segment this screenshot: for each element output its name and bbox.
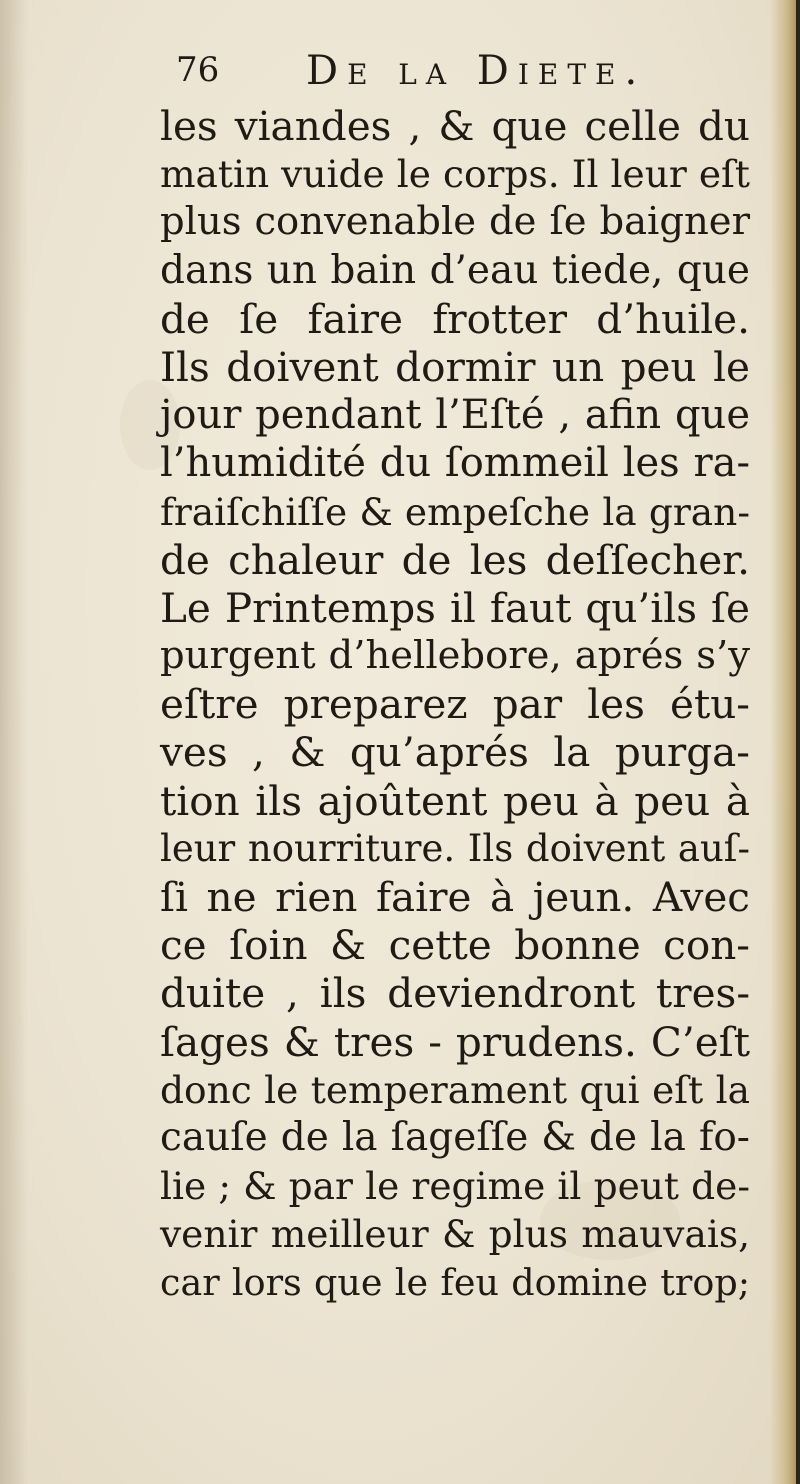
text-line: l’humidité du ſommeil les ra-	[160, 440, 750, 487]
text-line: ce ſoin & cette bonne con-	[160, 921, 750, 970]
text-line: leur nourriture. Ils doivent auſ-	[160, 826, 750, 870]
text-line: fraiſchiſſe & empeſche la gran-	[160, 489, 750, 534]
text-line: ves , & qu’aprés la purga-	[160, 728, 750, 777]
text-line: lie ; & par le regime il peut de-	[160, 1164, 750, 1209]
text-line: Le Printemps il faut qu’ils ſe	[160, 583, 750, 632]
gutter-shadow	[0, 0, 28, 1484]
page-number: 76	[176, 50, 220, 90]
text-line: de ſe faire frotter d’huile.	[160, 294, 750, 343]
text-line: car lors que le feu domine trop;	[160, 1260, 750, 1304]
text-line: ſages & tres - prudens. C’eſt	[160, 1017, 750, 1066]
text-line: dans un bain d’eau tiede, que	[160, 247, 750, 293]
text-line: duite , ils deviendront tres-	[160, 969, 750, 1018]
text-line: ſi ne rien faire à jeun. Avec	[160, 873, 750, 921]
text-line: jour pendant l’Eſté , afin que	[160, 392, 750, 439]
text-line: Ils doivent dormir un peu le	[160, 342, 750, 391]
page-header	[176, 44, 736, 102]
text-line: tion ils ajoûtent peu à peu à	[160, 776, 750, 825]
running-title: De la Diete.	[306, 48, 647, 94]
body-text	[160, 102, 760, 1307]
text-line: venir meilleur & plus mauvais,	[160, 1212, 750, 1257]
text-line: eſtre preparez par les étu-	[160, 680, 750, 729]
text-line: les viandes , & que celle du	[160, 102, 750, 150]
text-line: plus convenable de ſe baigner	[160, 199, 750, 245]
text-line: donc le temperament qui eſt la	[160, 1067, 750, 1112]
text-line: cauſe de la ſageſſe & de la fo-	[160, 1114, 750, 1160]
page-edge-shadow	[796, 0, 800, 1484]
text-line: matin vuide le corps. Il leur eſt	[160, 152, 750, 197]
text-line: purgent d’hellebore, aprés s’y	[160, 633, 750, 679]
text-line: de chaleur de les deſſecher.	[160, 535, 750, 584]
